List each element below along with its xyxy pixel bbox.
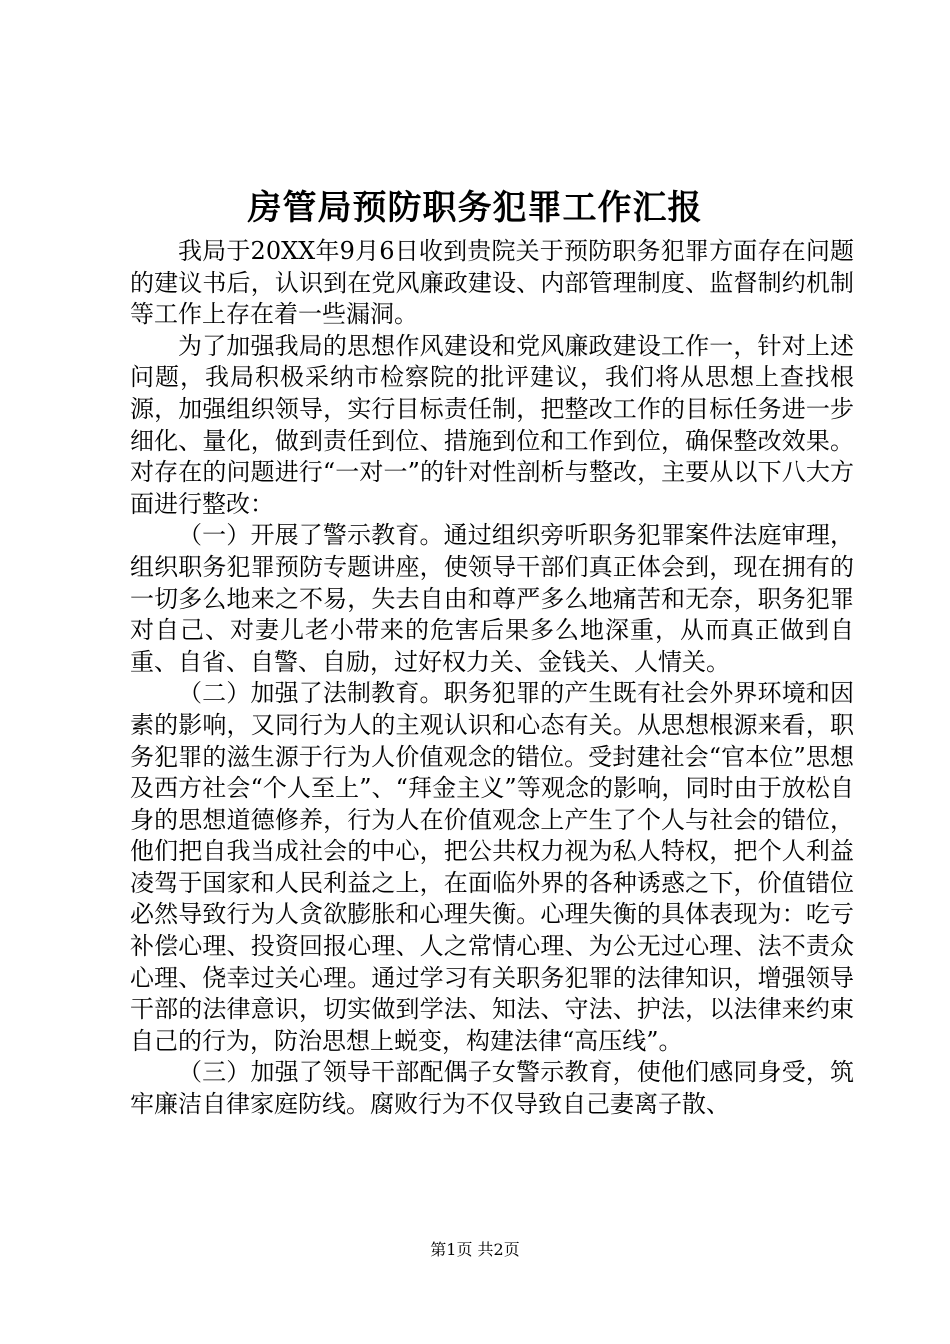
paragraph-legal-education: （二）加强了法制教育。职务犯罪的产生既有社会外界环境和因素的影响，又同行为人的主观认识和心态有关。从思想根源来看，职务犯罪的滋生源于行为人价值观念的错位。受封建社会“官本位”思想及西方社会“个人至上”、“拜金主义”等观念的影响，同时由于放松自身的思想道德修养，行为人在价值观念上产生了个人与社会的错位，他们把自我当成社会的中心，把公共权力视为私人特权，把个人利益凌驾于国家和人民利益之上，在面临外界的各种诱惑之下，价值错位必然导致行为人贪欲膨胀和心理失衡。心理失衡的具体表现为：吃亏补偿心理、投资回报心理、人之常情心理、为公无过心理、法不责众心理、侥幸过关心理。通过学习有关职务犯罪的法律知识，增强领导干部的法律意识，切实做到学法、知法、守法、护法，以法律来约束自己的行为，防治思想上蜕变，构建法律“高压线”。	[130, 679, 854, 1055]
paragraph-intro: 我局于20XX年9月6日收到贵院关于预防职务犯罪方面存在问题的建议书后，认识到在党风廉政建设、内部管理制度、监督制约机制等工作上存在着一些漏洞。	[130, 237, 854, 329]
paragraph-family-education: （三）加强了领导干部配偶子女警示教育，使他们感同身受，筑牢廉洁自律家庭防线。腐败行为不仅导致自己妻离子散、	[130, 1058, 854, 1119]
paragraph-warning-education: （一）开展了警示教育。通过组织旁听职务犯罪案件法庭审理，组织职务犯罪预防专题讲座，使领导干部们真正体会到，现在拥有的一切多么地来之不易，失去自由和尊严多么地痛苦和无奈，职务犯罪对自己、对妻儿老小带来的危害后果多么地深重，从而真正做到自重、自省、自警、自励，过好权力关、金钱关、人情关。	[130, 521, 854, 676]
page-number-footer: 第1页 共2页	[430, 1240, 520, 1259]
document-body	[130, 236, 854, 1121]
paragraph-rectification-plan: 为了加强我局的思想作风建设和党风廉政建设工作一，针对上述问题，我局积极采纳市检察院的批评建议，我们将从思想上查找根源，加强组织领导，实行目标责任制，把整改工作的目标任务进一步细化、量化，做到责任到位、措施到位和工作到位，确保整改效果。对存在的问题进行“一对一”的针对性剖析与整改，主要从以下八大方面进行整改：	[130, 331, 854, 518]
document-title: 房管局预防职务犯罪工作汇报	[247, 188, 703, 228]
